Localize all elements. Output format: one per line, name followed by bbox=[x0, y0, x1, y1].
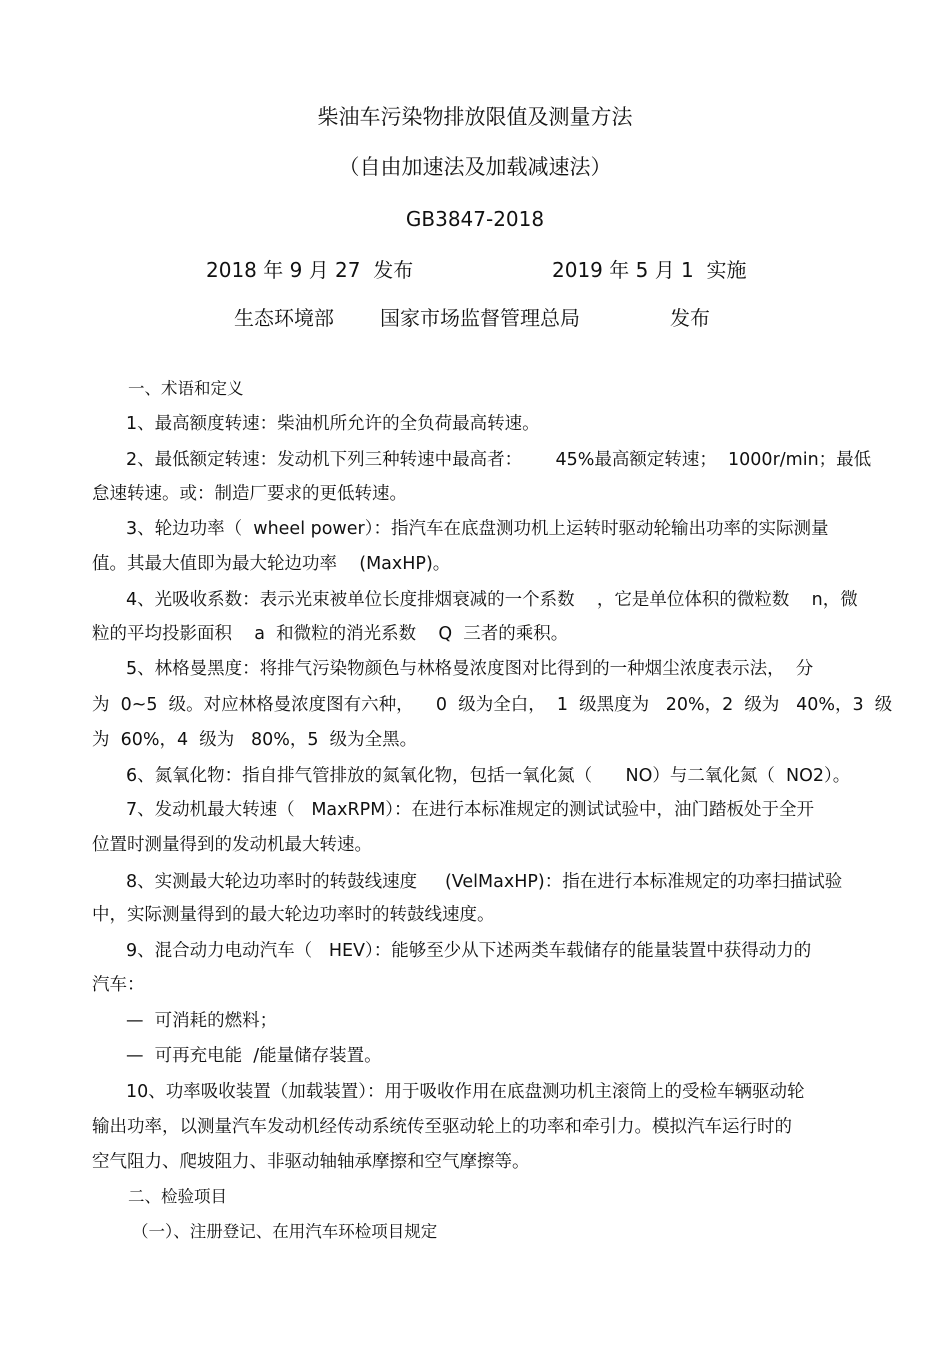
body-line: 中，实际测量得到的最大轮边功率时的转鼓线速度。 bbox=[92, 905, 495, 925]
publish-date: 2018 年 9 月 27 发布 bbox=[206, 258, 414, 282]
body-line: 汽车： bbox=[92, 975, 145, 995]
effective-date: 2019 年 5 月 1 实施 bbox=[552, 258, 747, 282]
body-line: 2、最低额定转速：发动机下列三种转速中最高者： 45%最高额定转速； 1000r/min；最低 bbox=[126, 450, 872, 470]
body-line: 7、发动机最大转速（ MaxRPM）：在进行本标准规定的测试试验中，油门踏板处于全开 bbox=[126, 800, 815, 820]
list-item: — 可消耗的燃料； bbox=[126, 1011, 278, 1031]
body-line: 怠速转速。或：制造厂要求的更低转速。 bbox=[92, 484, 407, 504]
body-line: 空气阻力、爬坡阻力、非驱动轴轴承摩擦和空气摩擦等。 bbox=[92, 1152, 530, 1172]
body-line: 为 0~5 级。对应林格曼浓度图有六种， 0 级为全白， 1 级黑度为 20%，2 级为 40%，3 级 bbox=[92, 695, 893, 715]
section-heading: 二、检验项目 bbox=[128, 1187, 227, 1206]
body-line: 6、氮氧化物：指自排气管排放的氮氧化物，包括一氧化氮（ NO）与二氧化氮（ NO2）。 bbox=[126, 766, 851, 786]
body-line: 5、林格曼黑度：将排气污染物颜色与林格曼浓度图对比得到的一种烟尘浓度表示法， 分 bbox=[126, 659, 814, 679]
issuer-ministry: 生态环境部 bbox=[234, 306, 334, 330]
body-line: 8、实测最大轮边功率时的转鼓线速度 (VelMaxHP)：指在进行本标准规定的功率扫描试验 bbox=[126, 872, 843, 892]
body-line: 4、光吸收系数：表示光束被单位长度排烟衰减的一个系数 ，它是单位体积的微粒数 n，微 bbox=[126, 590, 858, 610]
body-line: 位置时测量得到的发动机最大转速。 bbox=[92, 835, 372, 855]
body-line: 为 60%，4 级为 80%，5 级为全黑。 bbox=[92, 730, 418, 750]
section-heading: 一、术语和定义 bbox=[128, 379, 244, 398]
document-title: 柴油车污染物排放限值及测量方法 bbox=[317, 105, 633, 129]
subsection-heading: （一）、注册登记、在用汽车环检项目规定 bbox=[132, 1222, 438, 1241]
body-line: 值。其最大值即为最大轮边功率 (MaxHP)。 bbox=[92, 554, 451, 574]
body-line: 3、轮边功率（ wheel power）：指汽车在底盘测功机上运转时驱动轮输出功率的实际测量 bbox=[126, 519, 829, 539]
list-item: — 可再充电能 /能量储存装置。 bbox=[126, 1046, 382, 1066]
document-subtitle: （自由加速法及加载减速法） bbox=[338, 155, 612, 179]
issuer-action: 发布 bbox=[670, 306, 710, 330]
body-line: 粒的平均投影面积 a 和微粒的消光系数 Q 三者的乘积。 bbox=[92, 624, 569, 644]
body-line: 1、最高额度转速：柴油机所允许的全负荷最高转速。 bbox=[126, 414, 540, 434]
standard-number: GB3847-2018 bbox=[405, 207, 545, 231]
body-line: 输出功率，以测量汽车发动机经传动系统传至驱动轮上的功率和牵引力。模拟汽车运行时的 bbox=[92, 1117, 792, 1137]
body-line: 10、功率吸收装置（加载装置）：用于吸收作用在底盘测功机主滚筒上的受检车辆驱动轮 bbox=[126, 1082, 805, 1102]
body-line: 9、混合动力电动汽车（ HEV）：能够至少从下述两类车载储存的能量装置中获得动力的 bbox=[126, 941, 812, 961]
issuer-administration: 国家市场监督管理总局 bbox=[380, 306, 580, 330]
